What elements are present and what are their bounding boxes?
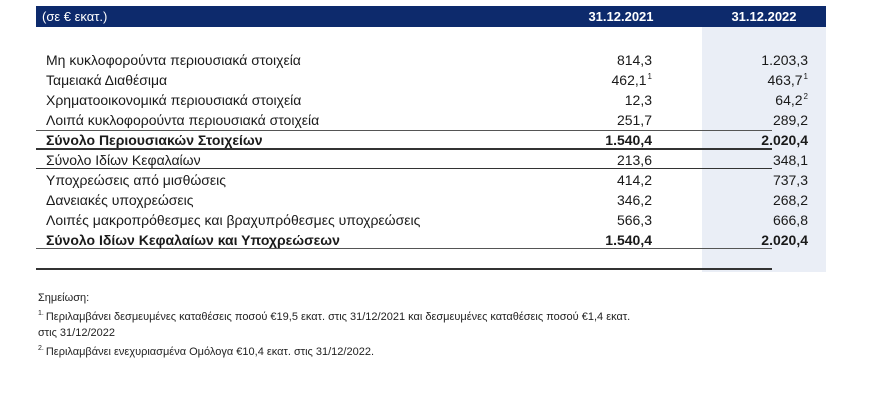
row-label: Μη κυκλοφορούντα περιουσιακά στοιχεία bbox=[46, 52, 301, 68]
value-2022: 666,8 bbox=[772, 212, 808, 228]
value-2022: 268,2 bbox=[772, 192, 808, 208]
value-2022: 64,2$^2$ bbox=[775, 92, 808, 108]
row-divider bbox=[36, 248, 772, 249]
value-2022: 1.203,3 bbox=[761, 52, 808, 68]
table-row bbox=[36, 210, 826, 230]
unit-label: (σε € εκατ.) bbox=[42, 9, 108, 24]
value-2021: 1.540,4 bbox=[605, 232, 652, 248]
value-2021: 566,3 bbox=[616, 212, 652, 228]
value-2021: 462,1$^1$ bbox=[611, 72, 652, 88]
footnote-mark: 1. bbox=[38, 310, 44, 317]
footnote-mark: 2. bbox=[38, 345, 44, 352]
table-row bbox=[36, 110, 826, 130]
footnotes bbox=[38, 290, 838, 360]
table-row bbox=[36, 50, 826, 70]
column-header-2021: 31.12.2021 bbox=[588, 9, 654, 24]
value-2022: 2.020,4 bbox=[761, 232, 808, 248]
row-label: Σύνολο Ιδίων Κεφαλαίων και Υποχρεώσεων bbox=[46, 232, 340, 248]
value-2022: 2.020,4 bbox=[761, 132, 808, 148]
value-2021: 213,6 bbox=[616, 152, 652, 168]
table-row bbox=[36, 150, 826, 170]
footnote-text: Περιλαμβάνει ενεχυριασμένα Ομόλογα €10,4 εκατ. στις 31/12/2022. bbox=[45, 346, 375, 358]
value-2022: 289,2 bbox=[772, 112, 808, 128]
value-2021: 251,7 bbox=[616, 112, 652, 128]
footnote-marker: 1 bbox=[647, 72, 652, 81]
row-label: Υποχρεώσεις από μισθώσεις bbox=[46, 172, 227, 188]
footnote-1 bbox=[38, 306, 838, 325]
notes-title: Σημείωση: bbox=[38, 292, 90, 304]
value-2022: 737,3 bbox=[772, 172, 808, 188]
value-2022: 463,7$^1$ bbox=[767, 72, 808, 88]
table-row-total bbox=[36, 130, 826, 150]
value-2021: 414,2 bbox=[616, 172, 652, 188]
table-row bbox=[36, 170, 826, 190]
footnote-marker: 1 bbox=[803, 72, 808, 81]
value-2021: 1.540,4 bbox=[605, 132, 652, 148]
balance-sheet-table bbox=[36, 50, 826, 250]
table-row bbox=[36, 70, 826, 90]
table-row-total bbox=[36, 230, 826, 250]
row-label: Δανειακές υποχρεώσεις bbox=[46, 192, 194, 208]
value-2021: 346,2 bbox=[616, 192, 652, 208]
footnote-1-continuation: στις 31/12/2022 bbox=[38, 327, 115, 339]
footnote-marker: 2 bbox=[803, 92, 808, 101]
total-divider-bottom bbox=[36, 168, 772, 169]
table-header bbox=[36, 6, 826, 27]
total-divider bbox=[36, 268, 772, 270]
row-label: Σύνολο Ιδίων Κεφαλαίων bbox=[46, 152, 201, 168]
table-row bbox=[36, 90, 826, 110]
row-label: Λοιπές μακροπρόθεσμες και βραχυπρόθεσμες υποχρεώσεις bbox=[46, 212, 421, 228]
row-label: Χρηματοοικονομικά περιουσιακά στοιχεία bbox=[46, 92, 302, 108]
footnote-2 bbox=[38, 341, 838, 360]
footnote-text: Περιλαμβάνει δεσμευμένες καταθέσεις ποσού €19,5 εκατ. στις 31/12/2021 και δεσμευμένες καταθέσεις ποσού €1,4 εκατ. bbox=[45, 311, 631, 323]
row-label: Ταμειακά Διαθέσιμα bbox=[46, 72, 168, 88]
total-divider-top bbox=[36, 148, 772, 150]
value-2022: 348,1 bbox=[772, 152, 808, 168]
table-row bbox=[36, 190, 826, 210]
row-label: Σύνολο Περιουσιακών Στοιχείων bbox=[46, 132, 263, 148]
value-2021: 12,3 bbox=[624, 92, 652, 108]
value-2021: 814,3 bbox=[616, 52, 652, 68]
row-divider bbox=[36, 130, 772, 131]
column-header-2022: 31.12.2022 bbox=[731, 9, 797, 24]
row-label: Λοιπά κυκλοφορούντα περιουσιακά στοιχεία bbox=[46, 112, 320, 128]
